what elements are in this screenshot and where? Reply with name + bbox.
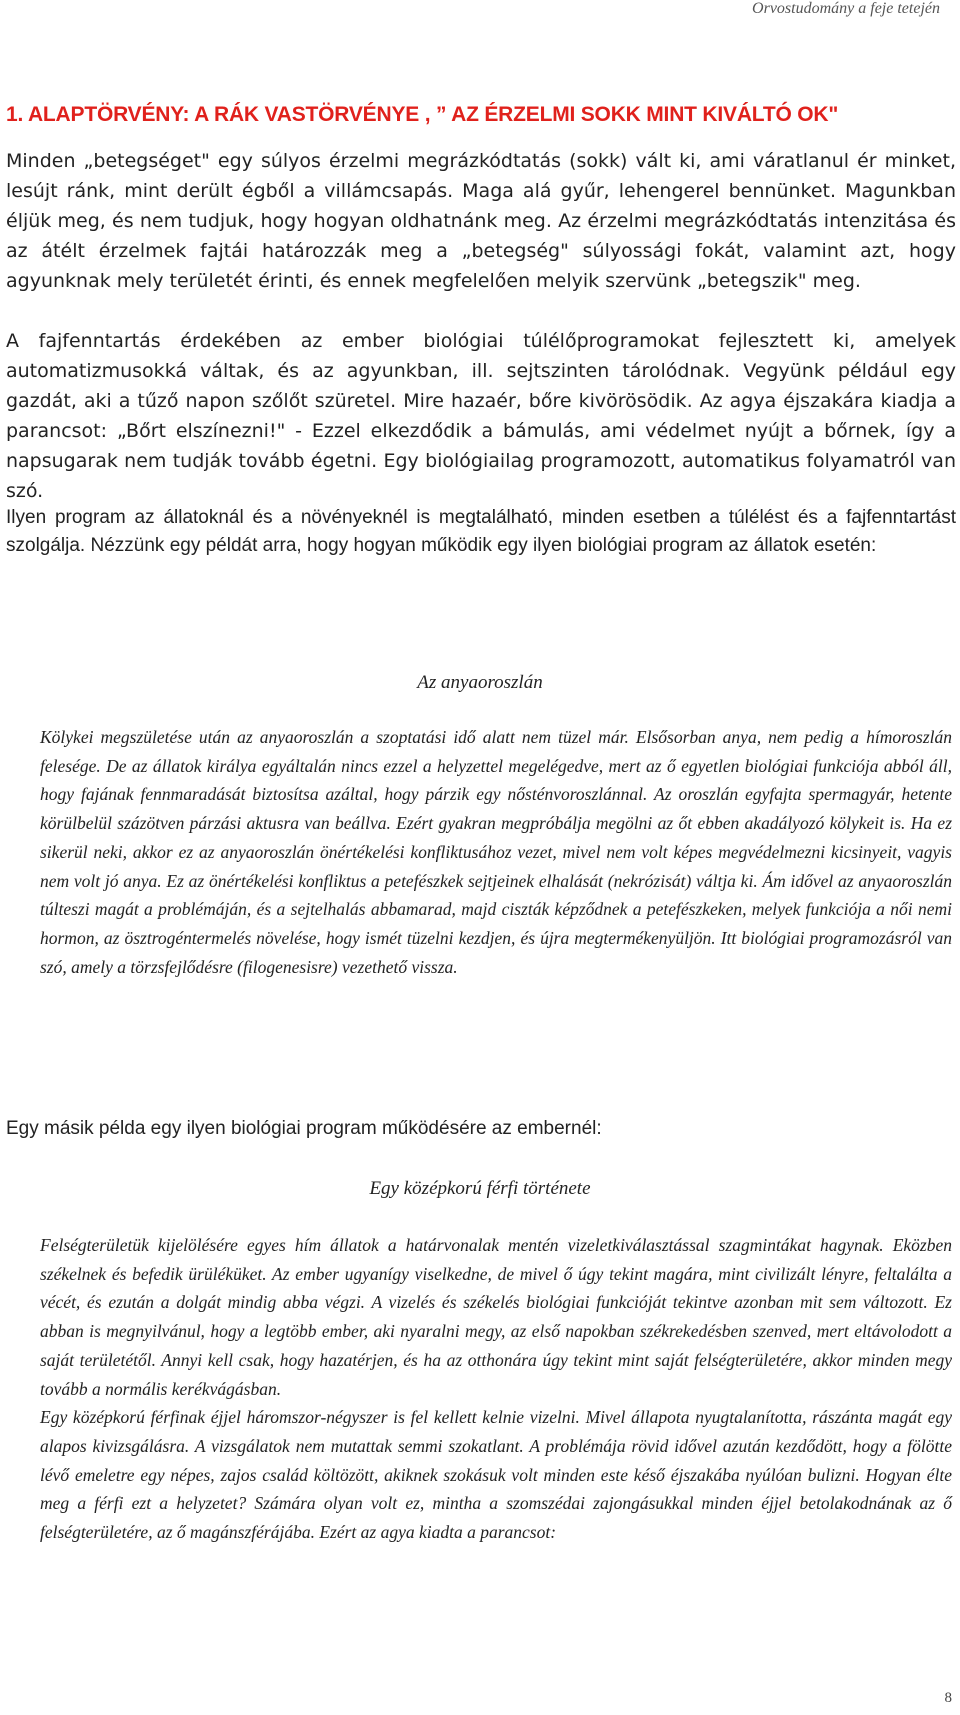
example-2-paragraph-1: Felségterületük kijelölésére egyes hím állatok a határvonalak mentén vizeletkiválasztással szagmintákat hagynak. Eközben székelnek és befedik ürüléküket. Az ember ugyanígy viselkedne, de mivel ő úgy tekint magára, mint civilizált lényre, feltalálta a vécét, és ezután a dolgát mindig abba végzi. A vizelés és székelés biológiai funkcióját tekintve azonban mit sem változott. Ez abban is megnyilvánul, hogy a legtöbb ember, aki nyaralni megy, az első napokban székrekedésben szenved, mert eltávolodott a saját területétől. Annyi kell csak, hogy hazatérjen, és ha az otthonára úgy tekint mint saját felségterületére, akkor minden megy tovább a normális kerékvágásban. xyxy=(40,1235,952,1399)
example-1-title: Az anyaoroszlán xyxy=(417,672,543,693)
intro-paragraph-1: Minden „betegséget" egy súlyos érzelmi megrázkódtatás (sokk) vált ki, ami váratlanul ér minket, lesújt ránk, mint derült égből a villámcsapás. Maga alá gyűr, lehengerel bennünket. Magunkban éljük meg, és nem tudjuk, hogy hogyan oldhatnánk meg. Az érzelmi megrázkódtatás intenzitása és az átélt érzelmek fajtái határozzák meg a „betegség" súlyossági fokát, valamint azt, hogy agyunknak mely területét érinti, és ennek megfelelően melyik szervünk „betegszik" meg. xyxy=(6,150,956,292)
example-2-title: Egy középkorú férfi története xyxy=(369,1178,591,1199)
intro-paragraph-2: A fajfenntartás érdekében az ember biológiai túlélőprogramokat fejlesztett ki, amelyek automatizmusokká váltak, és az agyunkban, ill. sejtszinten tárolódnak. Vegyünk például egy gazdát, aki a tűző napon szőlőt szüretel. Mire hazaér, bőre kivörösödik. Az agya éjszakára kiadja a parancsot: „Bőrt elszínezni!" - Ezzel elkezdődik a bámulás, ami védelmet nyújt a bőrnek, így a napsugarak nem tudják tovább égetni. Egy biológiailag programozott, automatikus folyamatról van szó. xyxy=(6,330,956,502)
running-header: Orvostudomány a feje tetején xyxy=(752,0,940,17)
page-number: 8 xyxy=(944,1690,952,1706)
section-2-heading: Egy másik példa egy ilyen biológiai program működésére az embernél: xyxy=(6,1118,602,1139)
chapter-title: 1. ALAPTÖRVÉNY: A RÁK VASTÖRVÉNYE , ” AZ ÉRZELMI SOKK MINT KIVÁLTÓ OK" xyxy=(6,103,839,126)
example-2-paragraph-2: Egy középkorú férfinak éjjel háromszor-négyszer is fel kellett kelnie vizelni. Mivel állapota nyugtalanította, rászánta magát egy alapos kivizsgálásra. A vizsgálatok nem mutattak semmi szokatlant. A problémája rövid idővel azután kezdődött, hogy a fölötte lévő emeletre egy népes, zajos család költözött, akiknek szokásuk volt minden este késő éjszakába nyúlóan bulizni. Hogyan élte meg a férfi ezt a helyzetet? Számára olyan volt ez, mintha a szomszédai zajongásukkal minden éjjel betolakodnának az ő felségterületére, az ő magánszférájába. Ezért az agya kiadta a parancsot: xyxy=(40,1407,952,1543)
example-1-text: Kölykei megszületése után az anyaoroszlán a szoptatási idő alatt nem tüzel már. Elsősorban anya, nem pedig a hímoroszlán felesége. De az állatok királya egyáltalán nincs ezzel a helyzettel megelégedve, mert az ő egyetlen biológiai funkciója abból áll, hogy fajának fennmaradását biztosítsa azáltal, hogy párzik egy nősténvoroszlánnal. Az oroszlán egyfajta spermagyár, hetente körülbelül százötven párzási aktusra van beállva. Ezért gyakran megpróbálja megölni az őt ebben akadályozó kölykeit is. Ha ez sikerül neki, akkor ez az anyaoroszlán önértékelési konfliktusához vezet, mivel nem volt képes megvédelmezni kicsinyeit, vagyis nem volt jó anya. Ez az önértékelési konfliktus a petefészkek sejtjeinek elhalását (nekrózisát) váltja ki. Ám idővel az anyaoroszlán túlteszi magát a problémáján, és a sejtelhalás abbamarad, majd ciszták képződnek a petefészkeken, melyek funkciója a női nemi hormon, az ösztrogéntermelés növelése, hogy ismét tüzelni kezdjen, és újra megtermékenyüljön. Itt biológiai programozásról van szó, amely a törzsfejlődésre (filogenesisre) vezethető vissza. xyxy=(40,727,952,977)
example-2-text xyxy=(40,1231,952,1547)
intro-paragraph-3: Ilyen program az állatoknál és a növényeknél is megtalálható, minden esetben a túlélést és a fajfenntartást szolgálja. Nézzünk egy példát arra, hogy hogyan működik egy ilyen biológiai program az állatok esetén: xyxy=(6,507,956,556)
